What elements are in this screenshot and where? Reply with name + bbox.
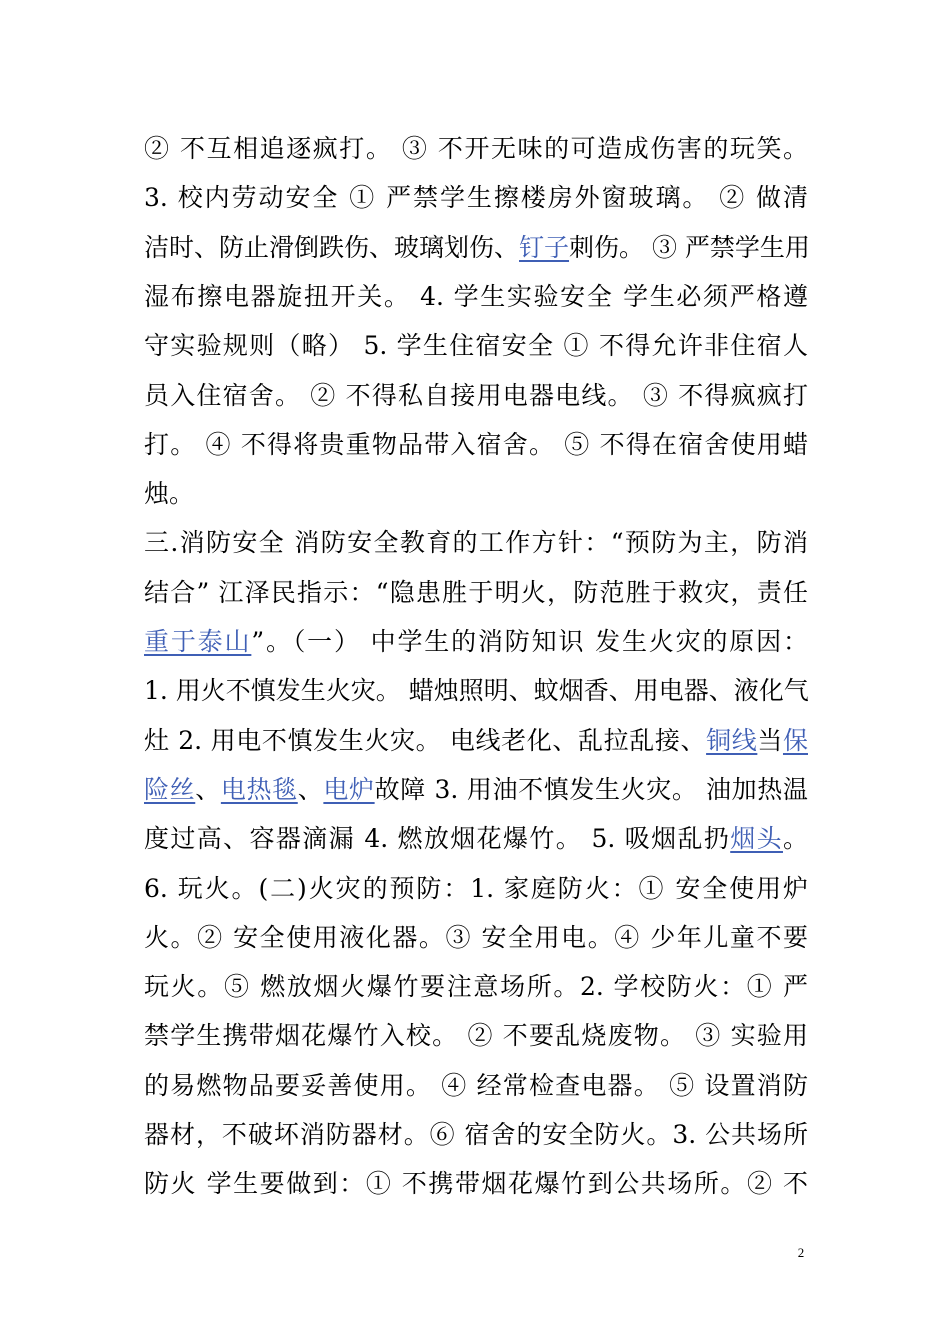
text-line [144,228,808,268]
page-number: 2 [797,1245,805,1260]
text-run: 湿布擦电器旋扭开关。 4. 学生实验安全 学生必须严格遵 [144,282,808,311]
text-run: 器材，不破坏消防器材。⑥ 宿舍的安全防火。3. 公共场所 [144,1120,808,1149]
hyperlink[interactable]: 铜线 [706,726,758,755]
text-line [144,819,808,859]
text-run: 度过高、容器滴漏 4. 燃放烟花爆竹。 5. 吸烟乱扔 [144,824,731,853]
text-line [144,523,808,563]
text-line [144,178,808,218]
text-line [144,376,808,416]
hyperlink[interactable]: 险丝 [144,775,196,804]
hyperlink[interactable]: 重于泰山 [144,627,252,656]
text-line [144,474,808,514]
text-run: 禁学生携带烟花爆竹入校。 ② 不要乱烧废物。 ③ 实验用 [144,1021,808,1050]
text-run: 烛。 [144,479,195,508]
text-line [144,1115,808,1155]
text-run: 故障 3. 用油不慎发生火灾。 油加热温 [374,775,808,804]
text-line [144,1016,808,1056]
text-run: 火。② 安全使用液化器。③ 安全用电。④ 少年儿童不要 [144,923,808,952]
text-line [144,425,808,465]
text-run: 三.消防安全 消防安全教育的工作方针：“预防为主，防消 [144,528,808,557]
text-line [144,1066,808,1106]
text-line [144,770,808,810]
hyperlink[interactable]: 电热毯 [220,775,298,804]
hyperlink[interactable]: 电炉 [323,775,375,804]
text-run: 防火 学生要做到：① 不携带烟花爆竹到公共场所。② 不 [144,1169,808,1198]
text-line [144,622,808,662]
text-run: 。 [782,824,808,853]
text-run: 结合” 江泽民指示：“隐患胜于明火，防范胜于救灾，责任 [144,578,808,607]
text-line [144,967,808,1007]
text-run: 3. 校内劳动安全 ① 严禁学生擦楼房外窗玻璃。 ② 做清 [144,183,808,212]
text-run: 员入住宿舍。 ② 不得私自接用电器电线。 ③ 不得疯疯打 [144,381,808,410]
text-line [144,573,808,613]
text-line [144,129,808,169]
text-run: 守实验规则（略） 5. 学生住宿安全 ① 不得允许非住宿人 [144,331,808,360]
text-run: 1. 用火不慎发生火灾。 蜡烛照明、蚊烟香、用电器、液化气 [144,676,809,705]
text-run: 的易燃物品要妥善使用。 ④ 经常检查电器。 ⑤ 设置消防 [144,1071,808,1100]
text-run: 灶 2. 用电不慎发生火灾。 电线老化、乱拉乱接、 [144,726,707,755]
text-run: 刺伤。 ③ 严禁学生用 [569,233,810,262]
hyperlink[interactable]: 保 [782,726,808,755]
text-run: 打。 ④ 不得将贵重物品带入宿舍。 ⑤ 不得在宿舍使用蜡 [144,430,808,459]
text-line [144,671,808,711]
text-line [144,326,808,366]
text-run: 当 [757,726,783,755]
text-line [144,1164,808,1204]
text-line [144,277,808,317]
text-run: 6. 玩火。(二)火灾的预防：1. 家庭防火：① 安全使用炉 [144,874,808,903]
text-line [144,869,808,909]
text-run: 玩火。⑤ 燃放烟火爆竹要注意场所。2. 学校防火：① 严 [144,972,808,1001]
text-line [144,918,808,958]
text-run: 洁时、防止滑倒跌伤、玻璃划伤、 [144,233,520,262]
text-run: ”。（一） 中学生的消防知识 发生火灾的原因： [251,627,808,656]
text-run: 、 [297,775,324,804]
text-run: 、 [195,775,221,804]
hyperlink[interactable]: 烟头 [730,824,783,853]
text-run: ② 不互相追逐疯打。 ③ 不开无味的可造成伤害的玩笑。 [144,134,808,163]
text-line [144,721,808,761]
hyperlink[interactable]: 钉子 [519,233,570,262]
